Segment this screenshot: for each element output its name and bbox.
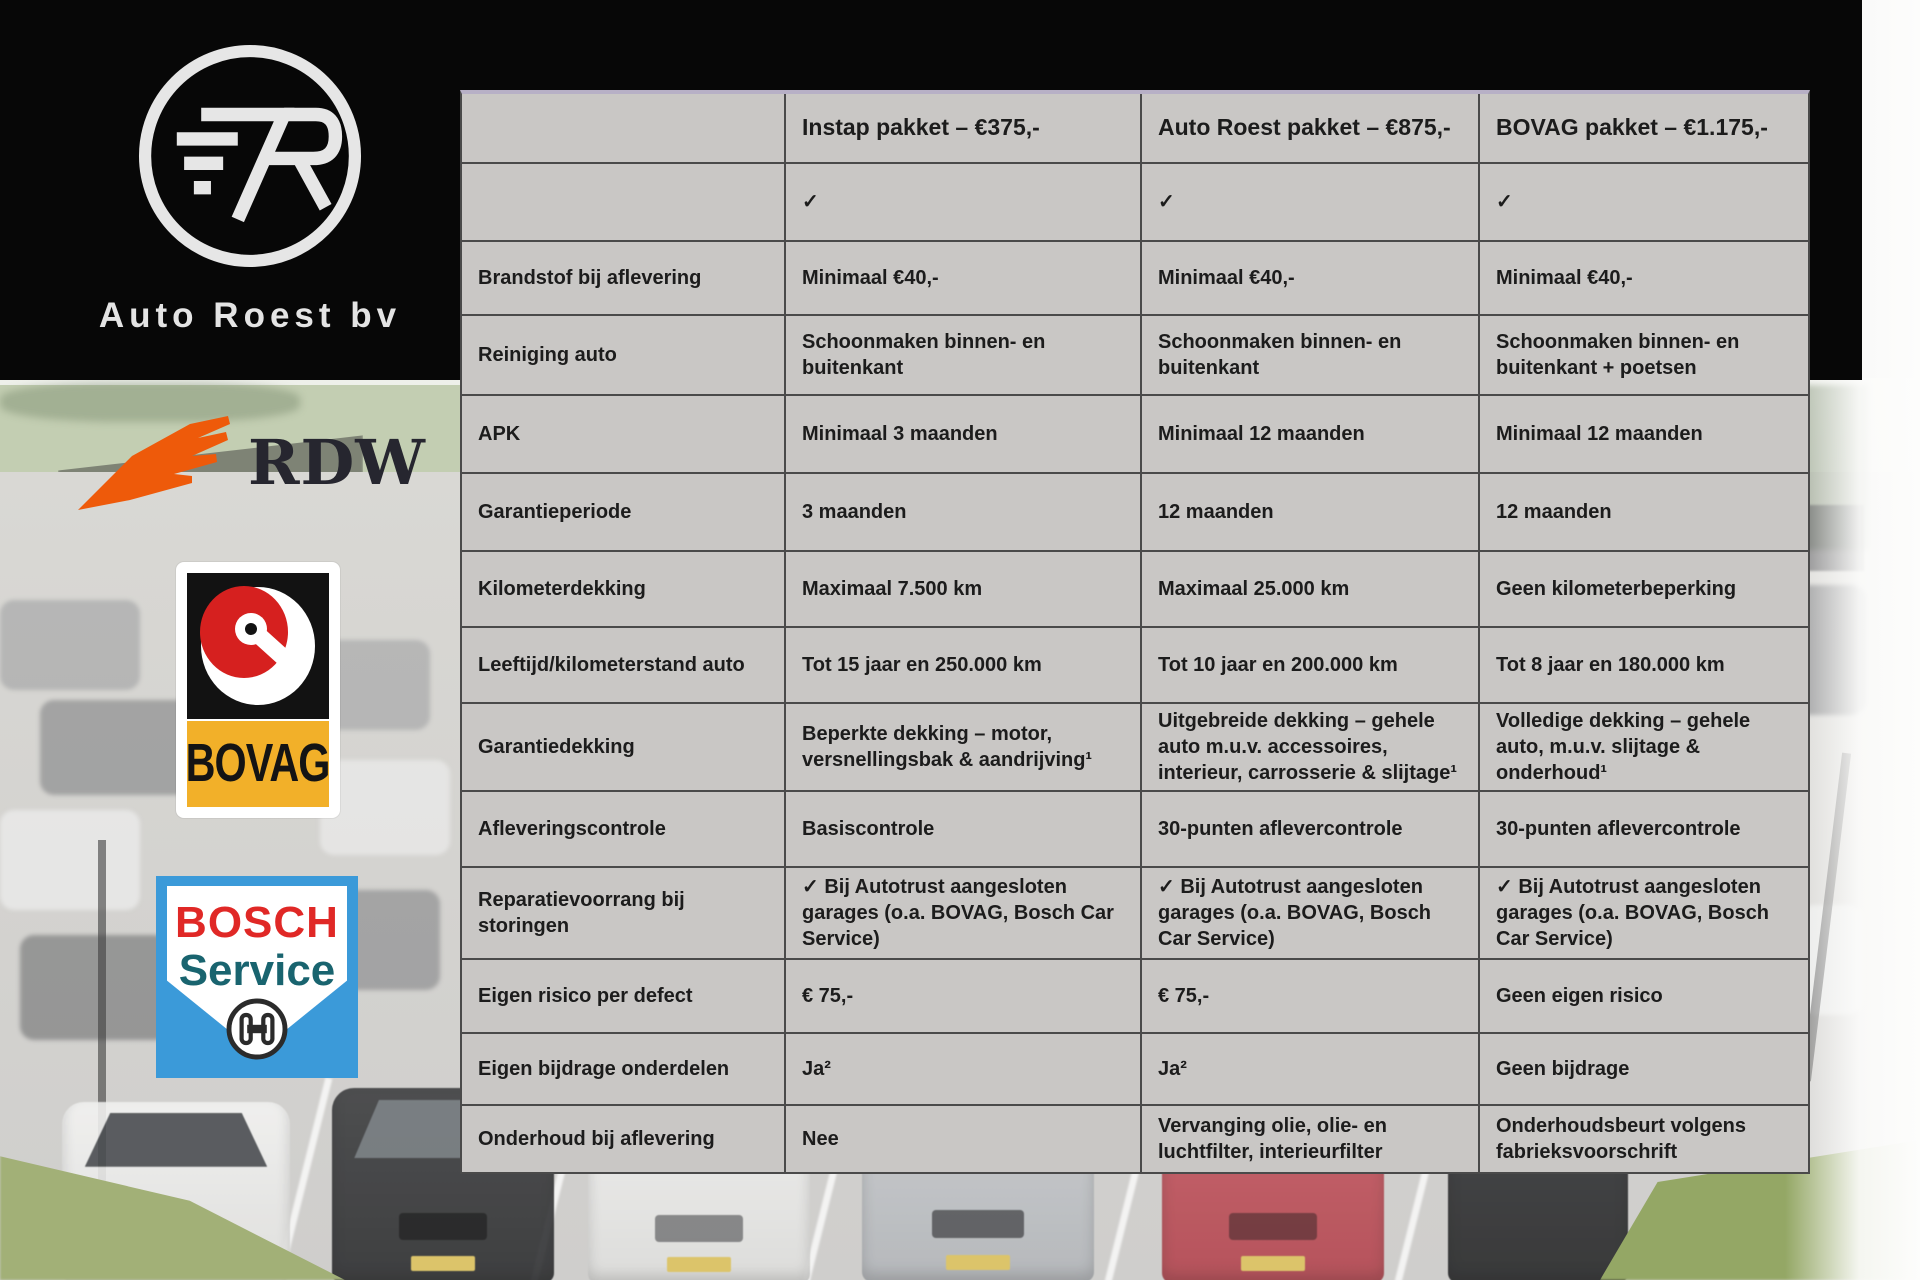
table-cell: Uitgebreide dekking – gehele auto m.u.v. accessoires, interieur, carrosserie & slijtage¹ bbox=[1142, 704, 1478, 790]
rdw-wing-icon bbox=[70, 408, 270, 533]
column-header-instap: Instap pakket – €375,- bbox=[786, 94, 1140, 162]
table-cell: Volledige dekking – gehele auto, m.u.v. slijtage & onderhoud¹ bbox=[1480, 704, 1808, 790]
row-label: Leeftijd/kilometerstand auto bbox=[462, 628, 784, 702]
background-car bbox=[0, 810, 140, 910]
row-label: Brandstof bij aflevering bbox=[462, 242, 784, 314]
table-cell: Nee bbox=[786, 1106, 1140, 1172]
checkmark-icon: ✓ bbox=[1142, 164, 1478, 240]
bovag-emblem-icon bbox=[187, 573, 329, 719]
table-cell: Tot 8 jaar en 180.000 km bbox=[1480, 628, 1808, 702]
bovag-wordmark: BOVAG bbox=[187, 721, 329, 807]
table-cell: Tot 15 jaar en 250.000 km bbox=[786, 628, 1140, 702]
row-label: APK bbox=[462, 396, 784, 472]
rdw-logo bbox=[70, 408, 426, 533]
table-cell: Schoonmaken binnen- en buitenkant + poetsen bbox=[1480, 316, 1808, 394]
row-label: Eigen risico per defect bbox=[462, 960, 784, 1032]
table-cell: Tot 10 jaar en 200.000 km bbox=[1142, 628, 1478, 702]
company-name: Auto Roest bv bbox=[98, 296, 402, 335]
row-label: Garantieperiode bbox=[462, 474, 784, 550]
table-cell: ✓ Bij Autotrust aangesloten garages (o.a. BOVAG, Bosch Car Service) bbox=[1142, 868, 1478, 958]
row-label: Onderhoud bij aflevering bbox=[462, 1106, 784, 1172]
table-cell: 12 maanden bbox=[1142, 474, 1478, 550]
table-cell: € 75,- bbox=[786, 960, 1140, 1032]
column-header-bovag: BOVAG pakket – €1.175,- bbox=[1480, 94, 1808, 162]
table-cell: Vervanging olie, olie- en luchtfilter, interieurfilter bbox=[1142, 1106, 1478, 1172]
table-cell: Geen eigen risico bbox=[1480, 960, 1808, 1032]
column-header-auto-roest: Auto Roest pakket – €875,- bbox=[1142, 94, 1478, 162]
table-cell: Schoonmaken binnen- en buitenkant bbox=[1142, 316, 1478, 394]
bosch-service-wordmark: Service bbox=[178, 946, 336, 995]
table-cell: Maximaal 25.000 km bbox=[1142, 552, 1478, 626]
checkmark-icon: ✓ bbox=[1480, 164, 1808, 240]
table-cell: 30-punten aflevercontrole bbox=[1142, 792, 1478, 866]
background-car bbox=[40, 700, 190, 795]
table-cell: Minimaal €40,- bbox=[786, 242, 1140, 314]
column-header-empty bbox=[462, 94, 784, 162]
rdw-wordmark: RDW bbox=[248, 426, 426, 499]
bovag-logo bbox=[176, 562, 340, 818]
table-cell: Onderhoudsbeurt volgens fabrieksvoorschrift bbox=[1480, 1106, 1808, 1172]
row-label: Reparatievoorrang bij storingen bbox=[462, 868, 784, 958]
table-cell: 3 maanden bbox=[786, 474, 1140, 550]
bosch-service-logo bbox=[156, 876, 358, 1078]
row-label: Eigen bijdrage onderdelen bbox=[462, 1034, 784, 1104]
row-label: Kilometerdekking bbox=[462, 552, 784, 626]
table-cell: 30-punten aflevercontrole bbox=[1480, 792, 1808, 866]
table-cell: Minimaal 12 maanden bbox=[1142, 396, 1478, 472]
background-car bbox=[0, 600, 140, 690]
table-cell: 12 maanden bbox=[1480, 474, 1808, 550]
table-cell: Minimaal €40,- bbox=[1142, 242, 1478, 314]
table-cell: Minimaal 12 maanden bbox=[1480, 396, 1808, 472]
table-cell: Minimaal 3 maanden bbox=[786, 396, 1140, 472]
table-cell: ✓ Bij Autotrust aangesloten garages (o.a. BOVAG, Bosch Car Service) bbox=[786, 868, 1140, 958]
table-cell: Schoonmaken binnen- en buitenkant bbox=[786, 316, 1140, 394]
table-cell: € 75,- bbox=[1142, 960, 1478, 1032]
table-cell: Ja² bbox=[786, 1034, 1140, 1104]
background-car bbox=[20, 935, 170, 1040]
table-cell: ✓ Bij Autotrust aangesloten garages (o.a. BOVAG, Bosch Car Service) bbox=[1480, 868, 1808, 958]
table-cell: Geen bijdrage bbox=[1480, 1034, 1808, 1104]
row-label bbox=[462, 164, 784, 240]
package-comparison-table bbox=[460, 90, 1810, 1174]
checkmark-icon: ✓ bbox=[786, 164, 1140, 240]
bosch-armature-icon bbox=[222, 994, 292, 1064]
table-cell: Beperkte dekking – motor, versnellingsbak & aandrijving¹ bbox=[786, 704, 1140, 790]
table-cell: Basiscontrole bbox=[786, 792, 1140, 866]
row-label: Reiniging auto bbox=[462, 316, 784, 394]
table-cell: Minimaal €40,- bbox=[1480, 242, 1808, 314]
table-cell: Geen kilometerbeperking bbox=[1480, 552, 1808, 626]
row-label: Afleveringscontrole bbox=[462, 792, 784, 866]
auto-roest-logo-icon bbox=[128, 34, 372, 278]
bosch-wordmark: BOSCH bbox=[175, 898, 339, 947]
table-cell: Ja² bbox=[1142, 1034, 1478, 1104]
table-cell: Maximaal 7.500 km bbox=[786, 552, 1140, 626]
row-label: Garantiedekking bbox=[462, 704, 784, 790]
